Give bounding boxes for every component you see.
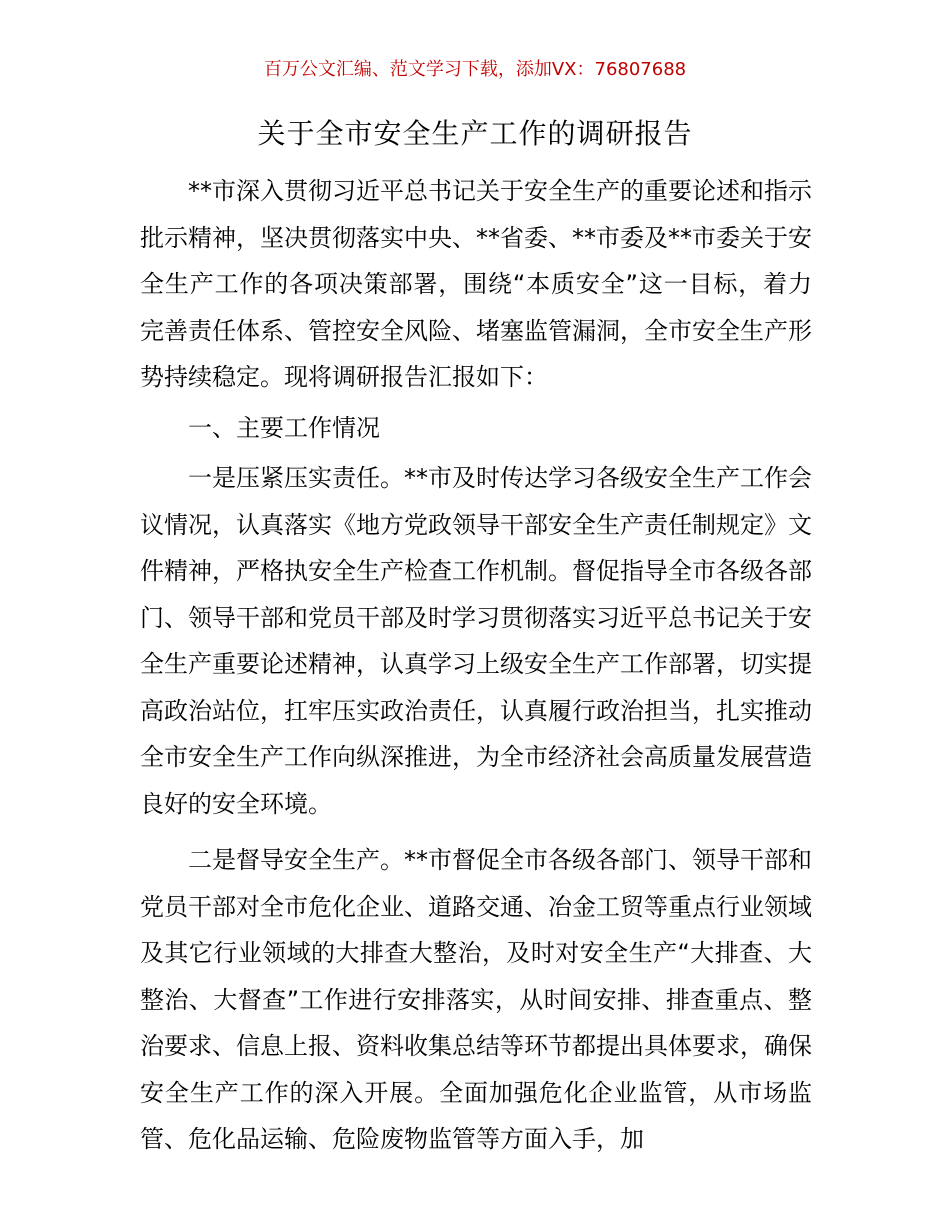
watermark-text: 百万公文汇编、范文学习下载，添加VX：76807688: [263, 59, 687, 80]
body-paragraph-2: 二是督导安全生产。**市督促全市各级各部门、领导干部和党员干部对全市危化企业、道路交通、冶金工贸等重点行业领域及其它行业领域的大排查大整治，及时对安全生产“大排查、大整治、大督查”工作进行安排落实，从时间安排、排查重点、整治要求、信息上报、资料收集总结等环节都提出具体要求，确保安全生产工作的深入开展。全面加强危化企业监管，从市场监管、危化品运输、危险废物监管等方面入手，加: [140, 846, 812, 1153]
document-body: [140, 168, 812, 1163]
section-heading: 一、主要工作情况: [188, 413, 380, 442]
intro-paragraph: **市深入贯彻习近平总书记关于安全生产的重要论述和指示批示精神，坚决贯彻落实中央、**省委、**市委及**市委关于安全生产工作的各项决策部署，围绕“本质安全”这一目标，着力完善责任体系、管控安全风险、堵塞监管漏洞，全市安全生产形势持续稳定。现将调研报告汇报如下：: [140, 177, 812, 391]
document-title: 关于全市安全生产工作的调研报告: [257, 117, 693, 150]
body-paragraph-1: 一是压紧压实责任。**市及时传达学习各级安全生产工作会议情况，认真落实《地方党政领导干部安全生产责任制规定》文件精神，严格执安全生产检查工作机制。督促指导全市各级各部门、领导干部和党员干部及时学习贯彻落实习近平总书记关于安全生产重要论述精神，认真学习上级安全生产工作部署，切实提高政治站位，扛牢压实政治责任，认真履行政治担当，扎实推动全市安全生产工作向纵深推进，为全市经济社会高质量发展营造良好的安全环境。: [140, 464, 812, 818]
